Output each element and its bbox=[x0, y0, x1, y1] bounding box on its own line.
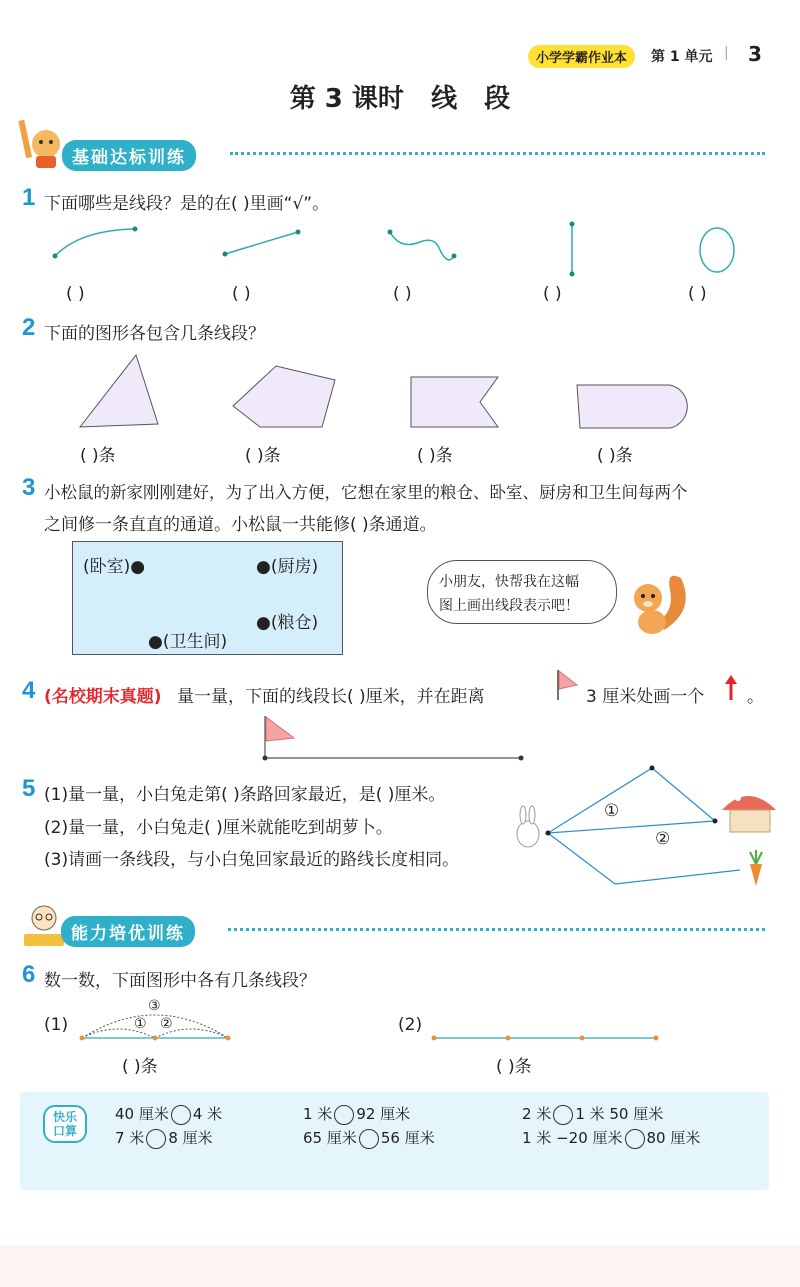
segment-label-3: ③ bbox=[148, 998, 161, 1014]
oral-item-1: 40 厘米 4 米 bbox=[115, 1105, 223, 1123]
q6-text: 数一数，下面图形中各有几条线段？ bbox=[44, 971, 316, 991]
room-kitchen: ●(厨房) bbox=[256, 557, 319, 577]
speech-bubble bbox=[427, 560, 617, 624]
oral-arithmetic-box bbox=[20, 1092, 769, 1190]
q1-answer-blank-4[interactable]: ( ) bbox=[543, 284, 562, 304]
oral-item-5: 65 厘米 56 厘米 bbox=[303, 1129, 435, 1147]
q2-answer-blank-1[interactable]: ( )条 bbox=[80, 446, 116, 466]
section-divider bbox=[230, 152, 765, 155]
q1-figures bbox=[40, 218, 770, 278]
compare-circle[interactable] bbox=[359, 1129, 379, 1149]
q4-text2: 3 厘米处画一个 bbox=[586, 687, 705, 707]
q6-number: 6 bbox=[22, 961, 36, 988]
q1-answer-blank-3[interactable]: ( ) bbox=[393, 284, 412, 304]
q6-part2-label: (2) bbox=[398, 1015, 423, 1035]
book-badge: 小学学霸作业本 bbox=[528, 45, 635, 68]
notched-flag-shape bbox=[411, 377, 498, 427]
carrot-icon bbox=[750, 850, 762, 886]
compare-circle[interactable] bbox=[334, 1105, 354, 1125]
compare-circle[interactable] bbox=[171, 1105, 191, 1125]
q2-answer-blank-3[interactable]: ( )条 bbox=[417, 446, 453, 466]
pentagon-shape bbox=[233, 366, 335, 427]
unit-label: 第 1 单元 bbox=[651, 49, 713, 65]
q2-number: 2 bbox=[22, 314, 36, 341]
q6-figure-2 bbox=[428, 1030, 662, 1046]
oral-item-4: 7 米 8 厘米 bbox=[115, 1129, 213, 1147]
q5-line3: (3)请画一条线段，与小白兔回家最近的路线长度相同。 bbox=[44, 850, 460, 870]
q5-route-map bbox=[510, 760, 780, 890]
q5-line2: (2)量一量，小白兔走( )厘米就能吃到胡萝卜。 bbox=[44, 818, 393, 838]
q1-answer-blank-2[interactable]: ( ) bbox=[232, 284, 251, 304]
q4-end-punct: 。 bbox=[747, 687, 764, 707]
q1-text: 下面哪些是线段？是的在( )里画“√”。 bbox=[44, 194, 330, 214]
q3-text-line1: 小松鼠的新家刚刚建好，为了出入方便，它想在家里的粮仓、卧室、厨房和卫生间每两个 bbox=[44, 483, 688, 502]
compare-circle[interactable] bbox=[625, 1129, 645, 1149]
oral-item-3: 2 米 1 米 50 厘米 bbox=[522, 1105, 664, 1123]
q5-number: 5 bbox=[22, 775, 36, 802]
q6-figure-1 bbox=[76, 994, 236, 1044]
rabbit-icon bbox=[517, 806, 539, 847]
segment-label-1: ① bbox=[134, 1016, 147, 1032]
q4-number: 4 bbox=[22, 677, 36, 704]
segment-figure bbox=[225, 232, 298, 254]
oral-label: 快乐 口算 bbox=[43, 1105, 87, 1143]
q3-number: 3 bbox=[22, 474, 36, 501]
mushroom-house-icon bbox=[722, 791, 776, 832]
flag-icon bbox=[555, 668, 581, 702]
q6-part1-label: (1) bbox=[44, 1015, 69, 1035]
compare-circle[interactable] bbox=[553, 1105, 573, 1125]
q2-shapes bbox=[70, 350, 710, 435]
section-advanced: 能力培优训练 bbox=[61, 916, 195, 947]
q6-answer-blank-1[interactable]: ( )条 bbox=[122, 1057, 158, 1077]
triangle-shape bbox=[80, 355, 158, 427]
bubble-line1: 小朋友，快帮我在这幅 bbox=[439, 574, 579, 590]
curve-figure bbox=[55, 229, 135, 256]
bubble-line2: 图上画出线段表示吧！ bbox=[439, 598, 579, 614]
room-bathroom: ●(卫生间) bbox=[148, 632, 228, 652]
oval-figure bbox=[700, 228, 734, 272]
q2-answer-blank-4[interactable]: ( )条 bbox=[597, 446, 633, 466]
q4-segment-figure bbox=[258, 714, 528, 764]
room-bedroom: (卧室)● bbox=[83, 557, 146, 577]
route-label-2: ② bbox=[655, 829, 671, 849]
section-divider-2 bbox=[228, 928, 765, 931]
rounded-end-shape bbox=[577, 385, 687, 428]
boy-reading-icon bbox=[20, 902, 66, 950]
q1-answer-blank-5[interactable]: ( ) bbox=[688, 284, 707, 304]
q1-answer-blank-1[interactable]: ( ) bbox=[66, 284, 85, 304]
house-map-box bbox=[72, 541, 343, 655]
route-label-1: ① bbox=[604, 801, 620, 821]
cat-pencil-icon bbox=[18, 118, 68, 170]
q2-answer-blank-2[interactable]: ( )条 bbox=[245, 446, 281, 466]
page-title: 第 3 课时 线 段 bbox=[289, 84, 511, 114]
bottom-band bbox=[0, 1246, 800, 1287]
wavy-figure bbox=[390, 232, 454, 260]
oral-item-6: 1 米 −20 厘米 80 厘米 bbox=[522, 1129, 701, 1147]
q2-text: 下面的图形各包含几条线段？ bbox=[44, 324, 265, 344]
compare-circle[interactable] bbox=[146, 1129, 166, 1149]
q6-answer-blank-2[interactable]: ( )条 bbox=[496, 1057, 532, 1077]
q5-line1: (1)量一量，小白兔走第( )条路回家最近，是( )厘米。 bbox=[44, 785, 446, 805]
q1-number: 1 bbox=[22, 184, 36, 211]
page-number: 3 bbox=[748, 42, 762, 66]
segment-label-2: ② bbox=[160, 1016, 173, 1032]
q4-source-tag: (名校期末真题) bbox=[44, 687, 162, 707]
header-separator: | bbox=[724, 45, 729, 61]
oral-item-2: 1 米 92 厘米 bbox=[303, 1105, 411, 1123]
squirrel-icon bbox=[626, 570, 692, 640]
q3-text-line2: 之间修一条直直的通道。小松鼠一共能修( )条通道。 bbox=[44, 515, 437, 535]
section-basic: 基础达标训练 bbox=[62, 140, 196, 171]
q4-text1: 量一量，下面的线段长( )厘米，并在距离 bbox=[177, 687, 485, 707]
room-granary: ●(粮仓) bbox=[256, 613, 319, 633]
red-arrow-icon bbox=[722, 674, 740, 702]
